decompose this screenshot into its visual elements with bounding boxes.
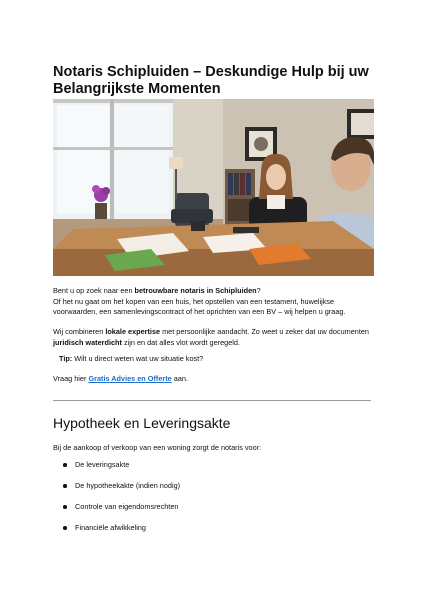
tip-line: [59, 354, 203, 364]
tip-text: Wilt u direct weten wat uw situatie kost?: [72, 354, 204, 363]
office-photo: [53, 99, 374, 276]
list-item-text: Controle van eigendomsrechten: [75, 502, 179, 511]
section-divider: [53, 400, 371, 401]
bullet-icon: [63, 526, 67, 530]
intro-paragraph: [53, 286, 375, 318]
list-item: [53, 479, 180, 500]
bullet-icon: [63, 463, 67, 467]
section-lead: Bij de aankoop of verkoop van een woning zorgt de notaris voor:: [53, 443, 262, 452]
para2-bold-expertise: lokale expertise: [105, 327, 161, 336]
bullet-icon: [63, 505, 67, 509]
page-title: Notaris Schipluiden – Deskundige Hulp bij uw Belangrijkste Momenten: [53, 64, 369, 97]
intro-text-3: Of het nu gaat om het kopen van een huis, het opstellen van een testament, huwelijkse voorwaarden, een samenlevingscontract of het oprichten van een BV – wij helpen u graag.: [53, 296, 346, 316]
tip-label: Tip:: [59, 354, 73, 363]
list-item-text: De hypotheekakte (indien nodig): [75, 481, 181, 490]
list-item-text: Financiële afwikkeling: [75, 523, 146, 532]
list-item-text: De leveringsakte: [75, 460, 130, 469]
offer-text-2: aan.: [171, 374, 188, 383]
offer-text-1: Vraag hier: [53, 374, 89, 383]
free-advice-link[interactable]: Gratis Advies en Offerte: [88, 374, 172, 383]
para2-text-2: met persoonlijke aandacht. Zo weet u zeker dat uw documenten: [160, 327, 369, 336]
list-item: [53, 458, 180, 479]
intro-text-2: ?: [256, 286, 261, 295]
section-heading: Hypotheek en Leveringsakte: [53, 415, 231, 431]
list-item: [53, 521, 180, 542]
offer-line: [53, 374, 188, 384]
para2-text-1: Wij combineren: [53, 327, 106, 336]
expertise-paragraph: [53, 327, 375, 348]
list-item: [53, 500, 180, 521]
para2-bold-waterdicht: juridisch waterdicht: [53, 337, 122, 347]
intro-bold-notaris: betrouwbare notaris in Schipluiden: [134, 286, 257, 295]
bullet-icon: [63, 484, 67, 488]
intro-text-1: Bent u op zoek naar een: [53, 286, 135, 295]
services-list: [53, 458, 180, 542]
para2-text-3: zijn en dat alles vlot wordt geregeld.: [121, 337, 240, 347]
